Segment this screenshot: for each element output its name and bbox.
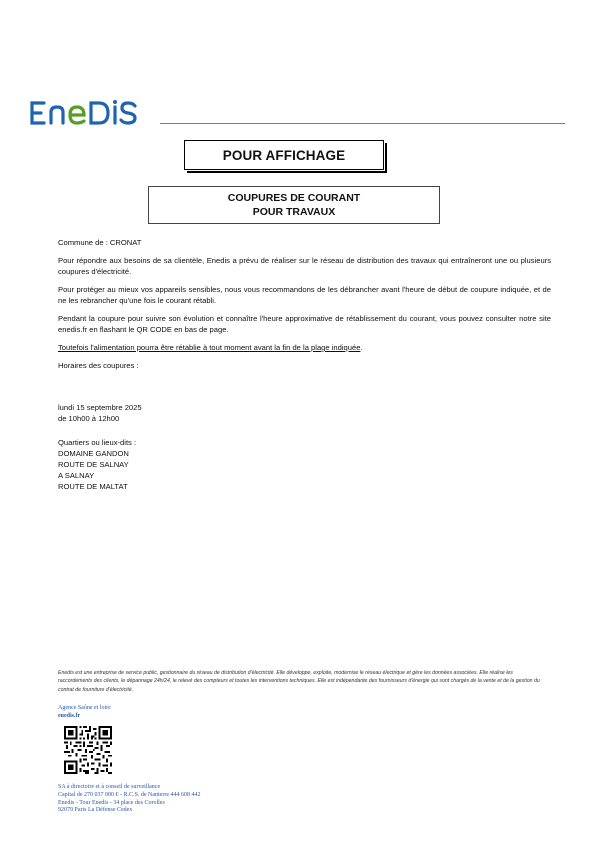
paragraph-suivi: Pendant la coupure pour suivre son évolution et connaître l'heure approximative de rétablissement du courant, vous pouvez consulter notre site enedis.fr en flashant le QR CODE en bas de page.: [58, 314, 551, 334]
enedis-logo: [29, 98, 157, 128]
company-info: [58, 784, 200, 815]
schedule-block: [58, 402, 358, 424]
locations-block: [58, 437, 358, 492]
locations-label: Quartiers ou lieux-dits :: [58, 438, 137, 447]
qr-code-icon[interactable]: [64, 726, 112, 774]
notice-title: POUR AFFICHAGE: [222, 147, 346, 163]
horaires-label: Horaires des coupures :: [58, 361, 139, 370]
location-item: ROUTE DE MALTAT: [58, 482, 128, 491]
notice-body: [58, 237, 551, 378]
coupures-line1: COUPURES DE COURANT: [227, 192, 361, 204]
company-line: Enedis - Tour Enedis - 34 place des Corolles: [58, 799, 165, 806]
legal-notice: Enedis est une entreprise de service public, gestionnaire du réseau de distribution d'électricité. Elle développe, exploite, modernise le réseau électrique et gère les données associées. Elle réalise les raccordements des clients, le dépannage 24h/24, le relevé des compteurs et toutes les interventions techniques. Elle est indépendante des fournisseurs d'énergie qui sont chargés de la vente et de la gestion du contrat de fourniture d'électricité.: [58, 670, 540, 693]
commune-line: Commune de : CRONAT: [58, 238, 142, 247]
company-line: Capital de 270 037 000 € - R.C.S. de Nanterre 444 608 442: [58, 791, 201, 798]
warning-underlined: Toutefois l'alimentation pourra être rétablie à tout moment avant la fin de la plage indiquée: [58, 343, 361, 352]
company-line: 92079 Paris La Défense Cedex: [58, 807, 133, 814]
schedule-date: lundi 15 septembre 2025: [58, 403, 142, 412]
coupures-box: [148, 186, 440, 224]
location-item: ROUTE DE SALNAY: [58, 460, 129, 469]
schedule-time: de 10h00 à 12h00: [58, 414, 120, 423]
site-link[interactable]: enedis.fr: [58, 713, 81, 719]
company-line: SA à directoire et à conseil de surveillance: [58, 784, 161, 790]
paragraph-appareils: Pour protéger au mieux vos appareils sensibles, nous vous recommandons de les débrancher avant l'heure de début de coupure indiquée, et de ne les rebrancher qu'une fois le courant rétabli.: [58, 285, 551, 305]
warning-line: [58, 342, 551, 353]
location-item: A SALNAY: [58, 471, 95, 480]
pour-affichage-title: [184, 140, 384, 170]
header-rule: [160, 123, 565, 124]
location-item: DOMAINE GANDON: [58, 449, 129, 458]
warning-end: .: [360, 343, 363, 352]
agency-block: [58, 704, 111, 720]
agency-name: Agence Saône et loire: [58, 705, 111, 711]
paragraph-intro: Pour répondre aux besoins de sa clientèle, Enedis a prévu de réaliser sur le réseau de distribution des travaux qui entraîneront une ou plusieurs coupures d'électricité.: [58, 256, 551, 276]
coupures-line2: POUR TRAVAUX: [252, 206, 336, 218]
